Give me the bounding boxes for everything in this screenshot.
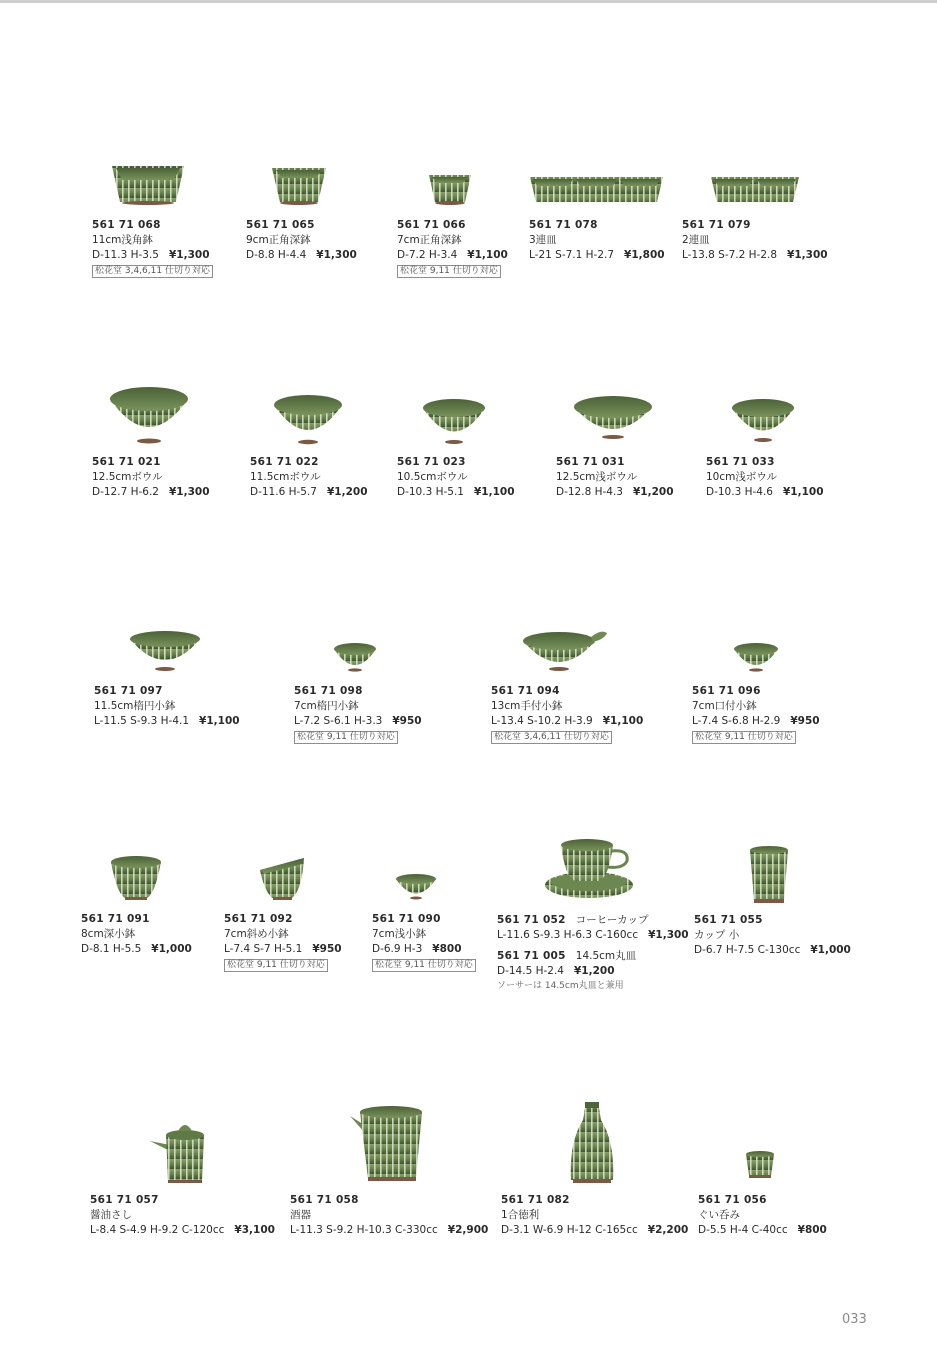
product-price: ¥1,100	[473, 486, 515, 498]
partition-note: 松花堂 9,11 仕切り対応	[397, 265, 501, 278]
product-561-71-065	[246, 158, 396, 268]
product-name: 7cm正角深鉢	[397, 234, 462, 246]
product-name: 7cm口付小鉢	[692, 700, 757, 712]
product-name: 3連皿	[529, 234, 557, 246]
partition-note: 松花堂 3,4,6,11 仕切り対応	[491, 731, 612, 744]
product-photo	[529, 174, 664, 206]
product-561-71-052	[497, 835, 687, 1000]
product-price: ¥1,300	[168, 486, 210, 498]
product-name: 9cm正角深鉢	[246, 234, 311, 246]
product-price: ¥800	[432, 943, 462, 955]
product-dims: D-10.3 H-5.1	[397, 486, 464, 498]
partition-note: 松花堂 9,11 仕切り対応	[692, 731, 796, 744]
product-code: 561 71 091	[81, 913, 150, 925]
product-561-71-055	[694, 840, 854, 965]
product-price: ¥950	[392, 715, 422, 727]
product-561-71-078	[529, 158, 679, 268]
product-dims: L-13.4 S-10.2 H-3.9	[491, 715, 593, 727]
product-dims: D-3.1 W-6.9 H-12 C-165cc	[501, 1224, 638, 1236]
product-code: 561 71 079	[682, 219, 751, 231]
product-price: ¥1,200	[326, 486, 368, 498]
product-code: 561 71 094	[491, 685, 560, 697]
product-price: ¥2,200	[647, 1224, 689, 1236]
product-photo	[730, 397, 796, 443]
product-name: 8cm深小鉢	[81, 928, 136, 940]
product-photo	[572, 395, 654, 441]
product-dims: D-6.9 H-3	[372, 943, 423, 955]
product-code: 561 71 082	[501, 1194, 570, 1206]
product-code: 561 71 055	[694, 914, 763, 926]
product-price: ¥1,100	[467, 249, 508, 261]
product-561-71-068	[92, 158, 242, 283]
product-photo	[272, 393, 344, 445]
product-photo	[150, 1119, 210, 1185]
product-name: 酒器	[290, 1209, 311, 1221]
product-photo	[521, 627, 609, 673]
product-dims: D-12.7 H-6.2	[92, 486, 159, 498]
product-dims: L-11.6 S-9.3 H-6.3 C-160cc	[497, 929, 639, 941]
product-name: 11cm浅角鉢	[92, 234, 153, 246]
product-561-71-031	[556, 385, 706, 500]
product-photo	[732, 641, 780, 673]
product-name: 2連皿	[682, 234, 710, 246]
product-photo	[543, 835, 635, 901]
product-photo	[109, 854, 163, 902]
product-dims: D-11.6 H-5.7	[250, 486, 317, 498]
product-561-71-079	[682, 158, 832, 268]
product-name: 12.5cmボウル	[92, 471, 163, 483]
product-dims: L-7.4 S-6.8 H-2.9	[692, 715, 781, 727]
product-code: 561 71 033	[706, 456, 775, 468]
product-price: ¥1,200	[632, 486, 674, 498]
product-dims: L-11.5 S-9.3 H-4.1	[94, 715, 190, 727]
product-561-71-097	[94, 625, 254, 735]
product-dims: D-7.2 H-3.4	[397, 249, 458, 261]
product-dims: D-5.5 H-4 C-40cc	[698, 1224, 788, 1236]
sub-product-dims: D-14.5 H-2.4	[497, 965, 564, 977]
product-dims: D-6.7 H-7.5 C-130cc	[694, 944, 801, 956]
product-561-71-021	[92, 385, 242, 500]
product-name: 7cm斜め小鉢	[224, 928, 289, 940]
product-price: ¥2,900	[447, 1224, 489, 1236]
product-code: 561 71 066	[397, 219, 466, 231]
product-photo	[108, 385, 190, 445]
product-name: 11.5cm楕円小鉢	[94, 700, 176, 712]
partition-note: 松花堂 9,11 仕切り対応	[224, 959, 328, 972]
product-photo	[748, 844, 790, 906]
product-561-71-056	[698, 1140, 858, 1240]
product-dims: D-8.1 H-5.5	[81, 943, 142, 955]
product-price: ¥1,300	[787, 249, 828, 261]
product-price: ¥950	[790, 715, 820, 727]
product-price: ¥800	[797, 1224, 827, 1236]
product-name: 1合徳利	[501, 1209, 540, 1221]
product-name: 13cm手付小鉢	[491, 700, 563, 712]
product-561-71-033	[706, 385, 856, 500]
product-price: ¥1,300	[168, 249, 210, 261]
product-name: コーヒーカップ	[575, 914, 649, 926]
product-code: 561 71 058	[290, 1194, 359, 1206]
product-code: 561 71 023	[397, 456, 466, 468]
product-price: ¥3,100	[234, 1224, 275, 1236]
product-dims: D-10.3 H-4.6	[706, 486, 773, 498]
product-photo	[567, 1102, 617, 1186]
product-price: ¥1,100	[199, 715, 240, 727]
product-code: 561 71 021	[92, 456, 161, 468]
partition-note: 松花堂 9,11 仕切り対応	[372, 959, 476, 972]
product-code: 561 71 056	[698, 1194, 767, 1206]
product-561-71-090	[372, 850, 502, 975]
product-name: カップ 小	[694, 929, 740, 941]
product-photo	[394, 872, 438, 900]
product-code: 561 71 097	[94, 685, 163, 697]
product-photo	[270, 164, 328, 206]
product-code: 561 71 052	[497, 914, 566, 926]
product-561-71-023	[397, 385, 547, 500]
partition-note: 松花堂 3,4,6,11 仕切り対応	[92, 265, 213, 278]
product-code: 561 71 022	[250, 456, 319, 468]
product-name: ぐい呑み	[698, 1209, 740, 1221]
product-photo	[258, 854, 306, 902]
product-price: ¥1,000	[151, 943, 192, 955]
product-dims: L-11.3 S-9.2 H-10.3 C-330cc	[290, 1224, 438, 1236]
product-dims: L-7.4 S-7 H-5.1	[224, 943, 303, 955]
page-number: 033	[842, 1312, 867, 1327]
product-561-71-092	[224, 850, 364, 975]
product-photo	[332, 641, 378, 673]
product-price: ¥1,300	[648, 929, 689, 941]
product-name: 11.5cmボウル	[250, 471, 321, 483]
product-dims: D-11.3 H-3.5	[92, 249, 159, 261]
product-price: ¥950	[312, 943, 342, 955]
product-price: ¥1,000	[810, 944, 851, 956]
product-dims: L-13.8 S-7.2 H-2.8	[682, 249, 778, 261]
product-name: 7cm浅小鉢	[372, 928, 427, 940]
product-price: ¥1,800	[624, 249, 665, 261]
product-561-71-066	[397, 158, 547, 283]
product-dims: D-12.8 H-4.3	[556, 486, 623, 498]
product-price: ¥1,100	[782, 486, 824, 498]
product-code: 561 71 057	[90, 1194, 159, 1206]
product-photo	[427, 172, 473, 206]
product-561-71-082	[501, 1100, 701, 1240]
product-561-71-096	[692, 625, 852, 750]
product-photo	[350, 1104, 426, 1184]
product-561-71-094	[491, 625, 661, 750]
sub-product-code: 561 71 005	[497, 950, 566, 962]
product-name: 12.5cm浅ボウル	[556, 471, 638, 483]
product-photo	[128, 629, 202, 673]
product-561-71-091	[81, 850, 221, 960]
product-code: 561 71 068	[92, 219, 161, 231]
product-dims: L-7.2 S-6.1 H-3.3	[294, 715, 383, 727]
product-561-71-058	[290, 1100, 490, 1240]
product-code: 561 71 065	[246, 219, 315, 231]
product-photo	[744, 1150, 776, 1180]
product-561-71-098	[294, 625, 454, 750]
product-dims: D-8.8 H-4.4	[246, 249, 307, 261]
product-name: 醤油さし	[90, 1209, 132, 1221]
product-photo	[421, 397, 487, 445]
product-561-71-022	[250, 385, 400, 500]
product-photo	[110, 158, 186, 206]
partition-note: 松花堂 9,11 仕切り対応	[294, 731, 398, 744]
top-rule	[0, 0, 937, 3]
product-code: 561 71 078	[529, 219, 598, 231]
product-code: 561 71 096	[692, 685, 761, 697]
saucer-note: ソーサーは 14.5cm丸皿と兼用	[497, 981, 624, 991]
sub-product-price: ¥1,200	[573, 965, 615, 977]
product-name: 7cm楕円小鉢	[294, 700, 359, 712]
product-price: ¥1,300	[316, 249, 357, 261]
product-photo	[710, 174, 800, 206]
product-561-71-057	[90, 1115, 280, 1240]
product-code: 561 71 031	[556, 456, 625, 468]
product-dims: L-21 S-7.1 H-2.7	[529, 249, 615, 261]
product-code: 561 71 092	[224, 913, 293, 925]
product-price: ¥1,100	[602, 715, 644, 727]
sub-product-name: 14.5cm丸皿	[575, 950, 637, 962]
product-code: 561 71 090	[372, 913, 441, 925]
product-name: 10.5cmボウル	[397, 471, 468, 483]
product-code: 561 71 098	[294, 685, 363, 697]
product-dims: L-8.4 S-4.9 H-9.2 C-120cc	[90, 1224, 225, 1236]
product-name: 10cm浅ボウル	[706, 471, 778, 483]
